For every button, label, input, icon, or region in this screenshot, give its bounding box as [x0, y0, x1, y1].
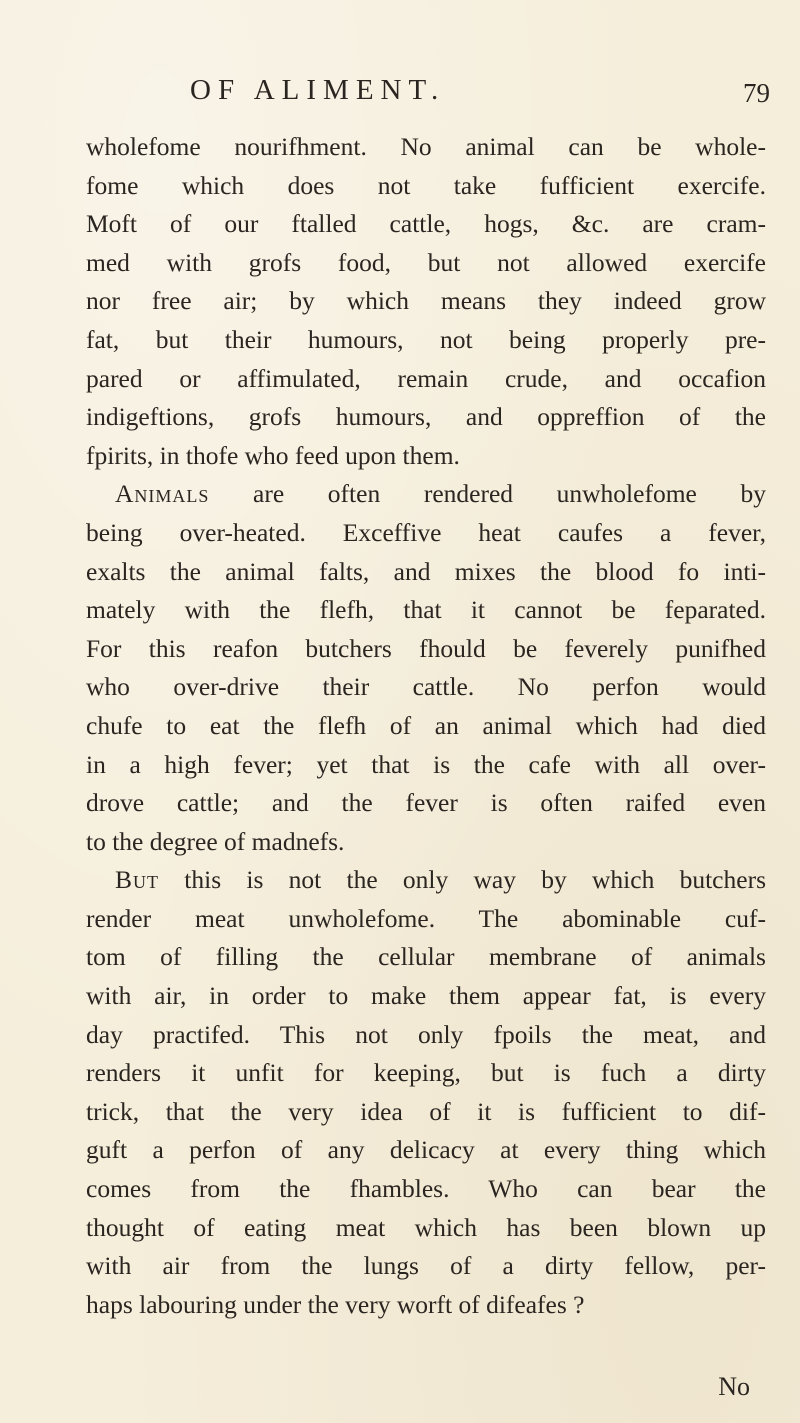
page-number: 79 — [743, 78, 770, 108]
text-line: wholefome nourifhment. No animal can be whole- — [86, 132, 766, 161]
catchword: No — [718, 1372, 750, 1401]
paragraph-2 — [86, 475, 766, 861]
text-line: indigeftions, grofs humours, and oppreffion of the — [86, 402, 766, 432]
text-line: day practifed. This not only fpoils the meat, and — [86, 1019, 766, 1049]
text-line: thought of eating meat which has been blown up — [86, 1212, 766, 1242]
text-line: chufe to eat the flefh of an animal which had died — [86, 710, 766, 740]
text-line: med with grofs food, but not allowed exercife — [86, 247, 766, 277]
text-line: Moft of our ftalled cattle, hogs, &c. are cram- — [86, 209, 766, 239]
text-line: to the degree of madnefs. — [86, 826, 345, 856]
paragraph-lead-word: Animals — [115, 479, 210, 509]
text-line: For this reafon butchers fhould be feverely punifhed — [86, 633, 766, 663]
text-line: with air, in order to make them appear fat, is every — [86, 981, 766, 1011]
paragraph-1 — [86, 128, 766, 475]
text-line: tom of filling the cellular membrane of animals — [86, 942, 766, 972]
text-line: who over-drive their cattle. No perfon would — [86, 672, 766, 702]
body-text — [86, 128, 766, 1324]
text-line: fome which does not take fufficient exercife. — [86, 170, 766, 200]
running-head: OF ALIMENT. — [190, 74, 446, 106]
text-line: fat, but their humours, not being properly pre- — [86, 324, 766, 354]
paragraph-3 — [86, 861, 766, 1324]
text-line: mately with the flefh, that it cannot be feparated. — [86, 595, 766, 625]
paragraph-lead-word: But — [115, 865, 160, 895]
text-line: renders it unfit for keeping, but is fuch a dirty — [86, 1058, 766, 1088]
text-line: with air from the lungs of a dirty fellow, per- — [86, 1251, 766, 1281]
text-line: fpirits, in thofe who feed upon them. — [86, 440, 460, 470]
text-line: in a high fever; yet that is the cafe with all over- — [86, 749, 766, 779]
text-line — [86, 861, 766, 900]
text-line: guft a perfon of any delicacy at every thing which — [86, 1135, 766, 1165]
text-line: nor free air; by which means they indeed grow — [86, 286, 766, 316]
text-line: exalts the animal falts, and mixes the blood fo inti- — [86, 556, 766, 586]
text-line-remainder: this is not the only way by which butchers — [159, 865, 766, 895]
text-line: drove cattle; and the fever is often raifed even — [86, 788, 766, 818]
text-line: render meat unwholefome. The abominable cuf- — [86, 903, 766, 933]
text-line: comes from the fhambles. Who can bear the — [86, 1174, 766, 1204]
text-line — [86, 475, 766, 514]
text-line-remainder: are often rendered unwholefome by — [209, 479, 766, 509]
text-line: being over-heated. Exceffive heat caufes a fever, — [86, 517, 766, 547]
text-line: haps labouring under the very worft of difeafes ? — [86, 1289, 585, 1319]
text-line: pared or affimulated, remain crude, and occafion — [86, 363, 766, 393]
page-header — [150, 74, 770, 114]
text-line: trick, that the very idea of it is fufficient to dif- — [86, 1096, 766, 1126]
